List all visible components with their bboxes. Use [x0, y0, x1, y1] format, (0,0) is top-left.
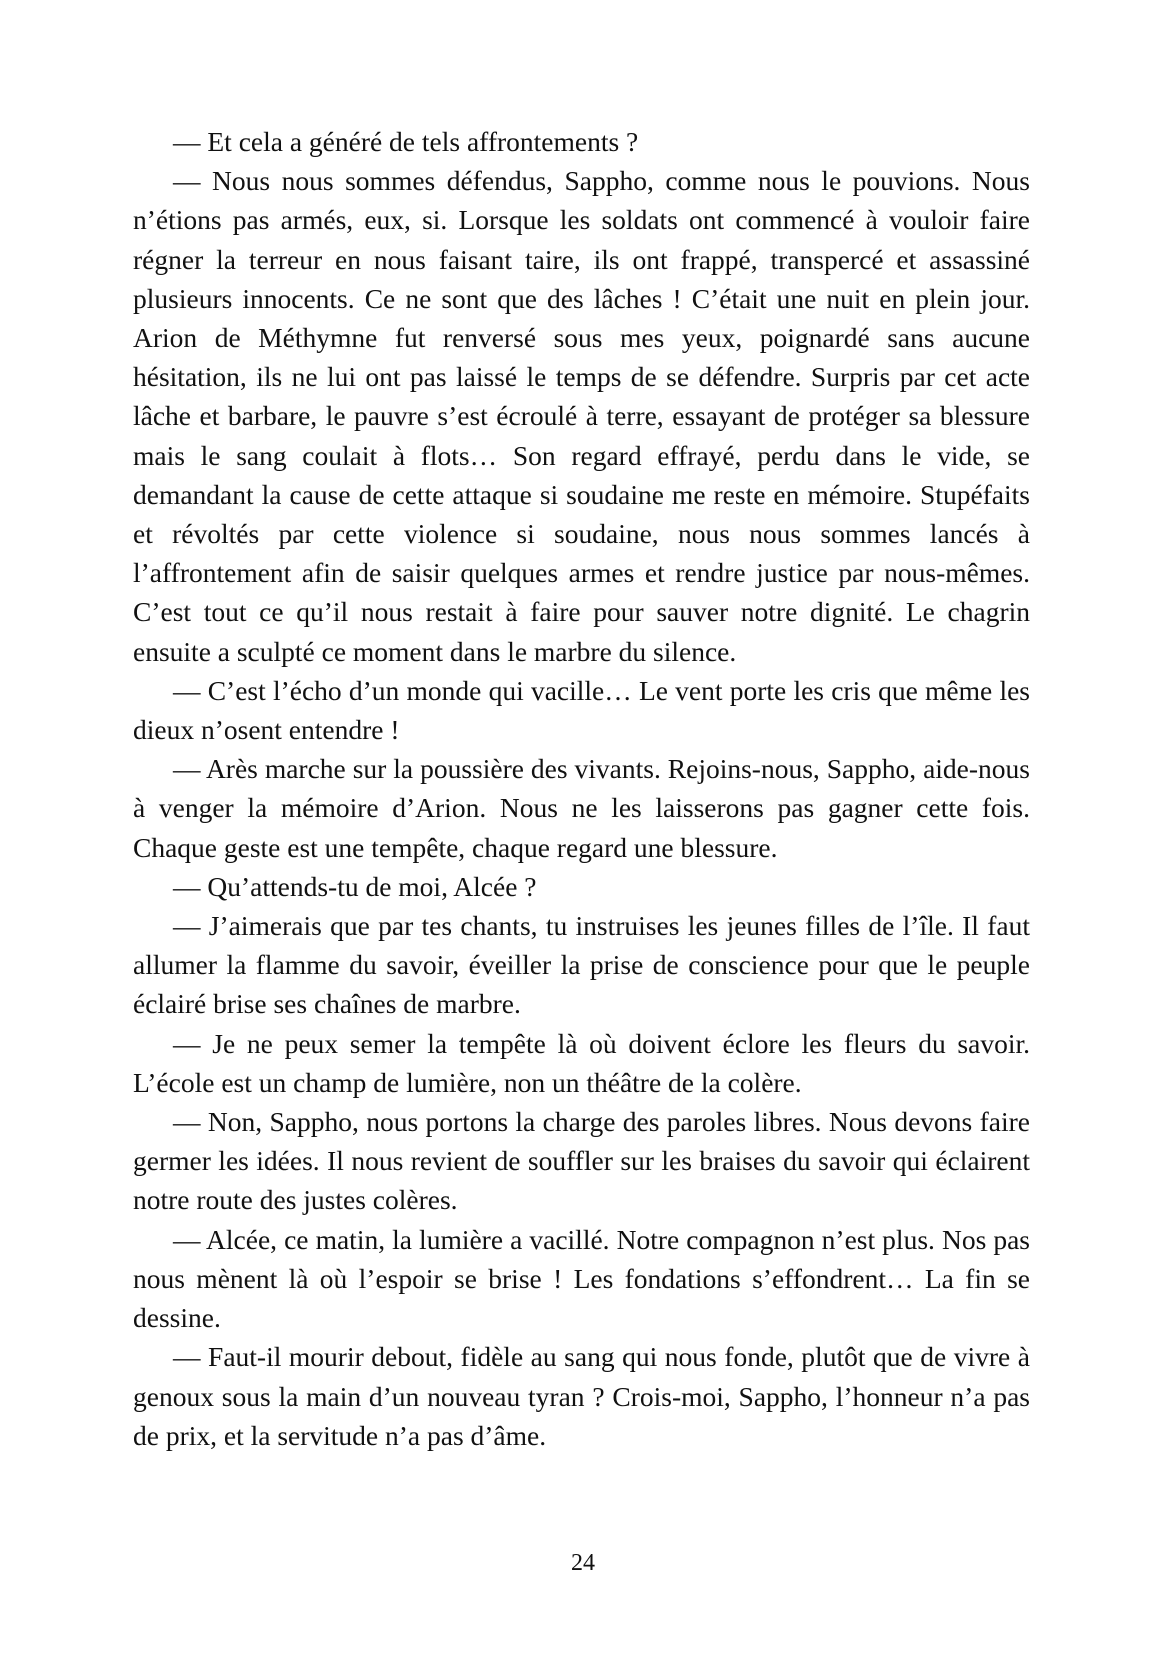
paragraph: — Alcée, ce matin, la lumière a vacillé. Notre compagnon n’est plus. Nos pas nous mènent là où l’espoir se brise ! Les fondations s’effondrent… La fin se dessine. [133, 1223, 1030, 1334]
paragraph: — C’est l’écho d’un monde qui vacille… Le vent porte les cris que même les dieux n’osent entendre ! [133, 674, 1030, 746]
paragraph: — Je ne peux semer la tempête là où doivent éclore les fleurs du savoir. L’école est un champ de lumière, non un théâtre de la colère. [133, 1027, 1030, 1098]
paragraph: — J’aimerais que par tes chants, tu instruises les jeunes filles de l’île. Il faut allumer la flamme du savoir, éveiller la prise de conscience pour que le peuple éclairé brise ses chaînes de marbre. [133, 910, 1030, 1020]
paragraph: — Qu’attends-tu de moi, Alcée ? [173, 870, 537, 902]
paragraph: — Arès marche sur la poussière des vivants. Rejoins-nous, Sappho, aide-nous à venger la mémoire d’Arion. Nous ne les laisserons pas gagner cette fois. Chaque geste est une tempête, chaque regard une blessure. [133, 753, 1030, 863]
paragraph: — Nous nous sommes défendus, Sappho, comme nous le pouvions. Nous n’étions pas armés, eux, si. Lorsque les soldats ont commencé à vouloir faire régner la terreur en nous faisant taire, ils ont frappé, transpercé et assassiné plusieurs innocents. Ce ne sont que des lâches ! C’était une nuit en plein jour. Arion de Méthymne fut renversé sous mes yeux, poignardé sans aucune hésitation, ils ne lui ont pas laissé le temps de se défendre. Surpris par cet acte lâche et barbare, le pauvre s’est écroulé à terre, essayant de protéger sa blessure mais le sang coulait à flots… Son regard effrayé, perdu dans le vide, se demandant la cause de cette attaque si soudaine me reste en mémoire. Stupéfaits et révoltés par cette violence si soudaine, nous nous sommes lancés à l’affrontement afin de saisir quelques armes et rendre justice par nous-mêmes. C’est tout ce qu’il nous restait à faire pour sauver notre dignité. Le chagrin ensuite a sculpté ce moment dans le marbre du silence. [133, 165, 1030, 667]
dialogue-text [133, 122, 1030, 1455]
paragraph: — Et cela a généré de tels affrontements ? [173, 126, 639, 157]
paragraph: — Faut-il mourir debout, fidèle au sang qui nous fonde, plutôt que de vivre à genoux sous la main d’un nouveau tyran ? Crois-moi, Sappho, l’honneur n’a pas de prix, et la servitude n’a pas d’âme. [133, 1341, 1030, 1451]
page-number: 24 [571, 1550, 595, 1576]
paragraph: — Non, Sappho, nous portons la charge des paroles libres. Nous devons faire germer les idées. Il nous revient de souffler sur les braises du savoir qui éclairent notre route des justes colères. [133, 1106, 1030, 1216]
